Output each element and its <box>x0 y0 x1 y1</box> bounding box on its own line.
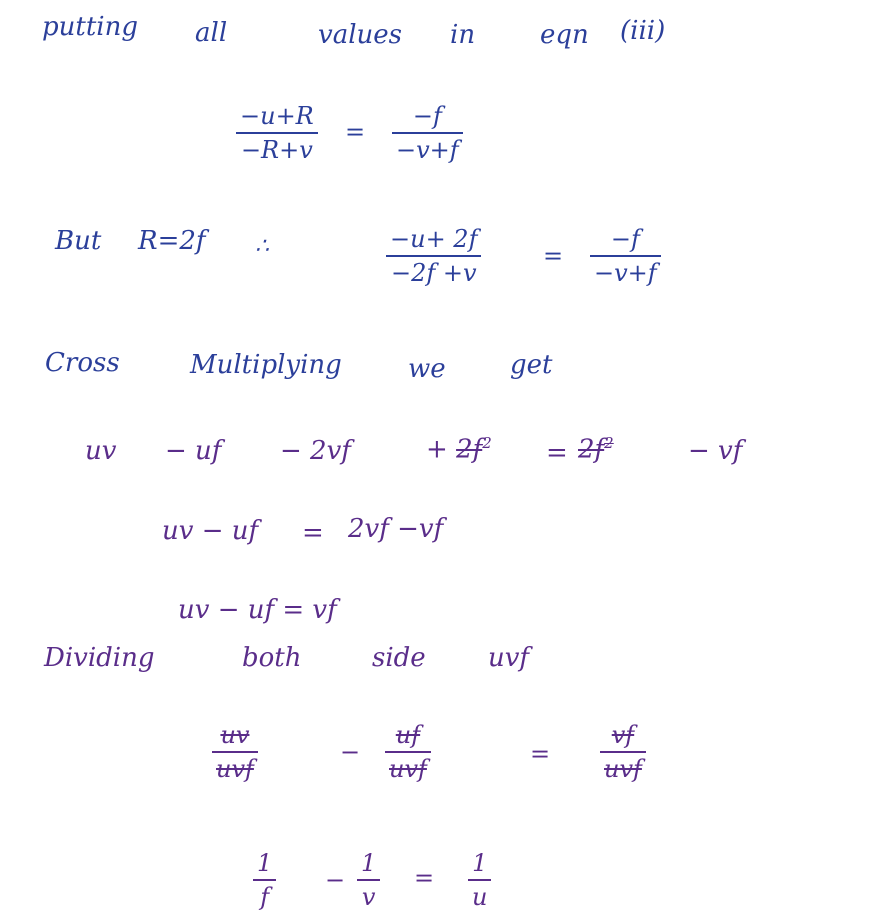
denominator: v <box>361 883 376 911</box>
word-but: But <box>55 226 102 256</box>
word-dividing: Dividing <box>44 643 155 673</box>
fraction-bar <box>392 132 463 134</box>
numerator: uf <box>395 721 421 749</box>
exponent: 2 <box>482 434 492 452</box>
word-eqn: eqn <box>540 20 589 50</box>
numerator: uv <box>220 721 250 749</box>
struck-2f: 2f <box>578 434 605 465</box>
word-values: values <box>318 20 402 50</box>
word-side: side <box>372 643 426 673</box>
denominator: u <box>472 883 488 911</box>
fraction-rhs <box>590 226 661 287</box>
minus-sign: − <box>340 738 361 766</box>
word-all: all <box>195 18 228 48</box>
fraction-bar <box>212 751 258 753</box>
fraction-bar <box>590 255 661 257</box>
uv-minus-uf-equals-vf: uv − uf = vf <box>178 595 337 625</box>
word-both: both <box>242 643 302 673</box>
fraction-1-over-v <box>357 850 380 911</box>
fraction-vf-over-uvf <box>600 722 646 783</box>
denominator: f <box>260 883 270 911</box>
numerator: −f <box>412 102 442 130</box>
minus-sign: − <box>325 866 346 894</box>
word-uvf: uvf <box>488 643 530 673</box>
equals-sign: = <box>530 740 551 768</box>
equals-sign: = <box>302 518 324 548</box>
fraction-bar <box>236 132 318 134</box>
denominator: −v+f <box>594 259 657 288</box>
fraction-bar <box>253 879 276 881</box>
denominator: uvf <box>216 755 254 784</box>
word-multiplying: Multiplying <box>190 350 342 380</box>
fraction-rhs <box>392 103 463 164</box>
fraction-bar <box>357 879 380 881</box>
fraction-bar <box>385 751 431 753</box>
numerator: −f <box>610 225 640 253</box>
word-in: in <box>450 20 476 50</box>
fraction-lhs <box>386 226 481 287</box>
fraction-lhs <box>236 103 318 164</box>
word-cross: Cross <box>45 348 120 378</box>
fraction-uv-over-uvf <box>212 722 258 783</box>
condition-r-equals-2f: R=2f <box>138 226 206 256</box>
equals-sign: = <box>546 438 568 468</box>
term-minus-vf: − vf <box>688 436 743 466</box>
numerator: 1 <box>361 849 377 877</box>
term-2f-squared <box>578 436 614 463</box>
denominator: uvf <box>389 755 427 784</box>
denominator: uvf <box>604 755 642 784</box>
fraction-1-over-f <box>253 850 276 911</box>
term-minus-uf: − uf <box>165 436 222 466</box>
denominator: −R+v <box>240 136 313 165</box>
fraction-uf-over-uvf <box>385 722 431 783</box>
equals-sign: = <box>414 864 435 892</box>
numerator: 1 <box>257 849 273 877</box>
term-plus-2f-squared <box>426 436 492 463</box>
plus-sign: + <box>426 434 457 465</box>
word-we: we <box>408 354 446 384</box>
denominator: −v+f <box>396 136 459 165</box>
term-uv: uv <box>85 436 117 466</box>
denominator: −2f +v <box>390 259 477 288</box>
exponent: 2 <box>604 434 614 452</box>
word-iii: (iii) <box>620 16 666 46</box>
term-minus-2vf: − 2vf <box>280 436 351 466</box>
fraction-1-over-u <box>468 850 491 911</box>
therefore-symbol: ∴ <box>255 234 269 259</box>
lhs: uv − uf <box>162 516 259 546</box>
fraction-bar <box>386 255 481 257</box>
fraction-bar <box>600 751 646 753</box>
word-putting: putting <box>42 12 138 42</box>
fraction-bar <box>468 879 491 881</box>
equals-sign: = <box>345 118 366 146</box>
numerator: vf <box>611 721 635 749</box>
equals-sign: = <box>543 242 564 270</box>
struck-2f: 2f <box>456 434 483 465</box>
numerator: −u+ 2f <box>390 225 478 253</box>
numerator: 1 <box>472 849 488 877</box>
rhs: 2vf −vf <box>348 514 444 544</box>
word-get: get <box>510 350 553 380</box>
numerator: −u+R <box>240 102 314 130</box>
